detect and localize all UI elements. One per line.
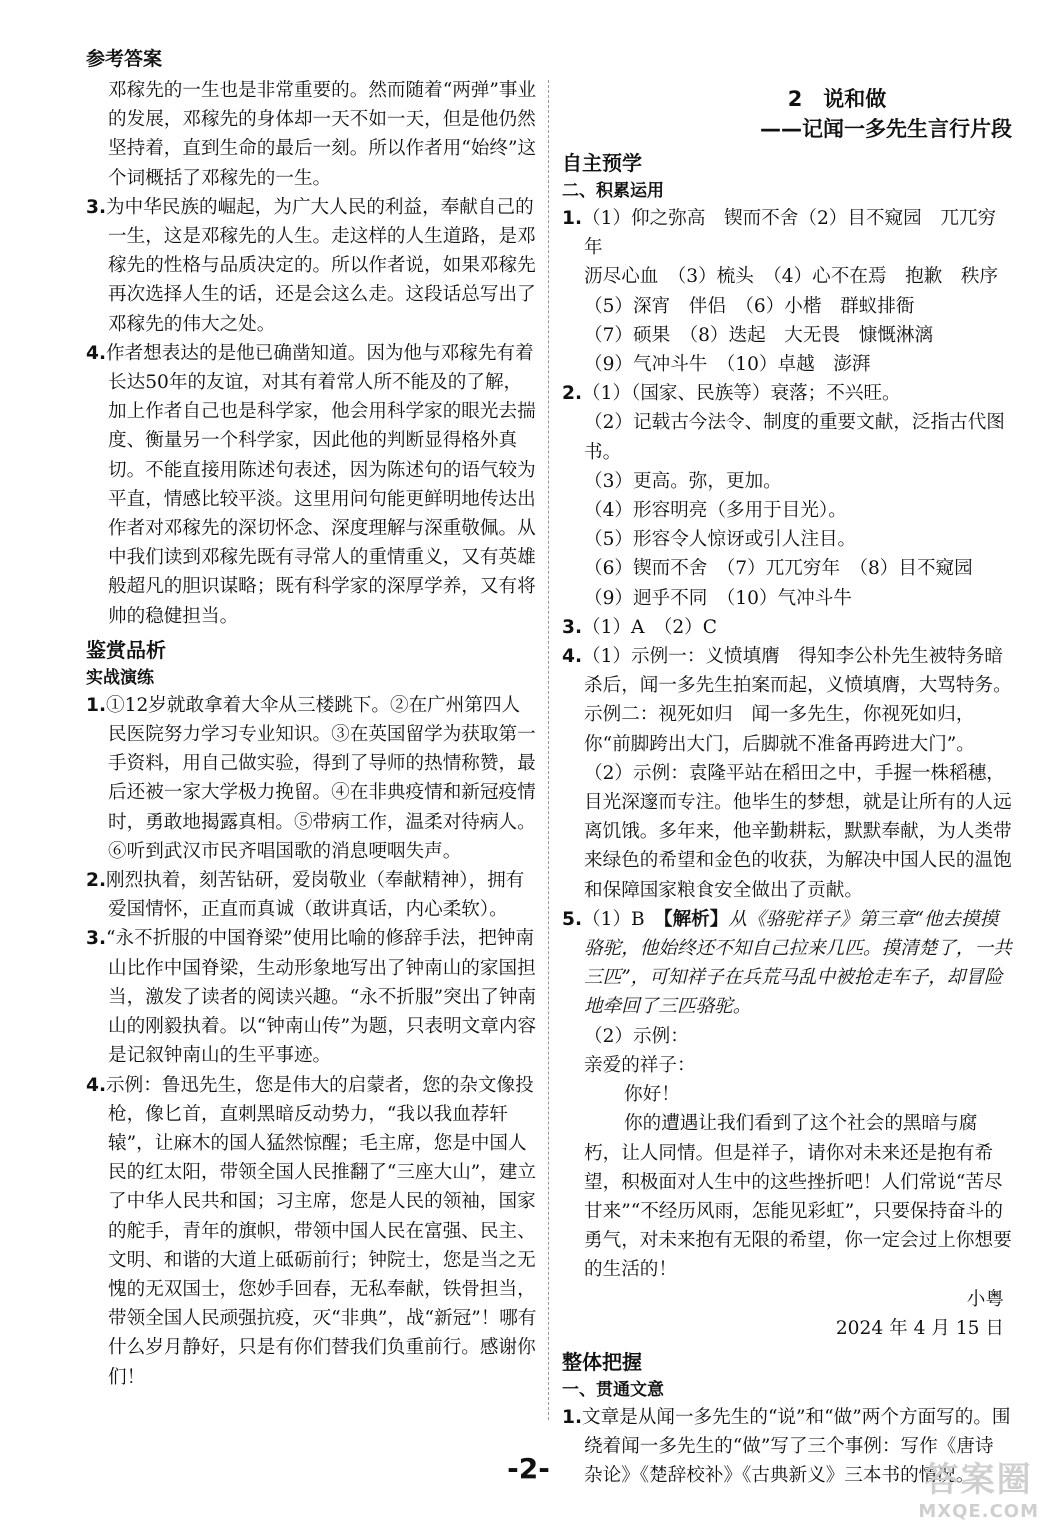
answer-number: 4. xyxy=(86,1074,107,1096)
letter-date: 2024 年 4 月 15 日 xyxy=(835,1317,1004,1339)
answer-number: 5. xyxy=(562,908,583,930)
answer-3 xyxy=(86,193,538,339)
answer-line: （2）记载古今法令、制度的重要文献，泛指古代图书。 xyxy=(584,412,1005,463)
answer-line: （9）气冲斗牛 （10）卓越 澎湃 xyxy=(584,354,871,376)
answer-number: 3. xyxy=(86,928,107,950)
page-number: -2- xyxy=(507,1452,550,1485)
answer-number: 1. xyxy=(562,1406,583,1428)
answer-text: ①12岁就敢拿着大伞从三楼跳下。②在广州第四人民医院努力学习专业知识。③在英国留学为获取第一手资料，用自己做实验，得到了导师的热情称赞，最后还被一家大学极力挽留。④在非典疫情和新冠疫情时，勇敢地揭露真相。⑤带病工作，温柔对待病人。⑥听到武汉市民齐唱国歌的消息哽咽失声。 xyxy=(106,694,536,862)
answer-line: 示例二：视死如归 闻一多先生，你视死如归，你“前脚跨出大门，后脚就不准备再跨进大门”。 xyxy=(584,704,975,755)
section-heading: 整体把握 xyxy=(562,1349,642,1374)
answer-text: 为中华民族的崛起，为广大人民的利益，奉献自己的一生，这是邓稼先的人生。走这样的人生道路，是邓稼先的性格与品质决定的。所以作者说，如果邓稼先再次选择人生的话，还是会这么走。这段话总写出了邓稼先的伟大之处。 xyxy=(106,196,536,335)
answer-number: 1. xyxy=(86,694,107,716)
page-header-title: 参考答案 xyxy=(86,48,163,70)
answer-text: 文章是从闻一多先生的“说”和“做”两个方面写的。围绕着闻一多先生的“做”写了三个事例：写作《唐诗杂论》《楚辞校补》《古典新义》三本书的情况。 xyxy=(582,1406,1011,1487)
lesson-subtitle: ——记闻一多先生言行片段 xyxy=(760,117,1012,141)
column-divider xyxy=(548,80,549,1420)
answer-line: （3）更高。弥，更加。 xyxy=(584,470,782,492)
letter-greeting: 你好！ xyxy=(624,1084,680,1106)
subsection-heading: 实战演练 xyxy=(86,667,154,688)
letter-body: 你的遭遇让我们看到了这个社会的黑暗与腐朽，让人同情。但是祥子，请你对未来还是抱有希望，积极面对人生中的这些挫折吧！人们常说“苦尽甘来”“不经历风雨，怎能见彩虹”，只要保持奋斗的勇气，对未来抱有无限的希望，你一定会过上你想要的生活的！ xyxy=(584,1113,1012,1281)
answer-number: 2. xyxy=(86,870,107,892)
answer-line: （5）深宵 伴侣 （6）小楷 群蚁排衙 xyxy=(584,295,915,317)
answer-line xyxy=(562,204,1012,262)
answer-number: 1. xyxy=(562,208,583,229)
answer-1 xyxy=(562,204,1012,379)
practice-answer-2 xyxy=(86,866,538,924)
answer-number: 4. xyxy=(86,342,107,364)
answer-number: 2. xyxy=(562,383,583,405)
answer-line: （6）锲而不舍 （7）兀兀穷年 （8）目不窥园 xyxy=(584,558,973,580)
subsection-heading: 一、贯通文意 xyxy=(562,1379,664,1400)
answer-4 xyxy=(562,642,1012,905)
answer-text: （1）A （2）C xyxy=(582,616,717,638)
answer-line: （7）硕果 （8）迭起 大无畏 慷慨淋漓 xyxy=(584,324,934,346)
lesson-title: 2 说和做 xyxy=(787,87,887,111)
answer-2 xyxy=(562,379,1012,613)
answer-text: （1）示例一：义愤填膺 得知李公朴先生被特务暗杀后，闻一多先生拍案而起，义愤填膺，大骂特务。 xyxy=(582,646,1012,697)
answer-line xyxy=(562,905,1012,1022)
right-column xyxy=(562,84,1012,1491)
answer-text: （1）仰之弥高 锲而不舍（2）目不窥园 兀兀穷年 xyxy=(582,208,997,259)
practice-answer-4 xyxy=(86,1071,538,1392)
answer-line xyxy=(562,642,1012,700)
watermark-logo xyxy=(918,1452,1039,1522)
answer-5 xyxy=(562,905,1012,1343)
answer-text: 刚烈执着，刻苦钻研，爱岗敬业（奉献精神），拥有爱国情怀，正直而真诚（敢讲真话，内心柔软）。 xyxy=(106,870,525,921)
answer-line: （2）示例： xyxy=(584,1025,689,1047)
answer-number: 3. xyxy=(562,616,583,638)
answer-text: 示例：鲁迅先生，您是伟大的启蒙者，您的杂文像投枪，像匕首，直刺黑暗反动势力，“我以我血荐轩辕”，让麻木的国人猛然惊醒；毛主席，您是中国人民的红太阳，带领全国人民推翻了“三座大山”，建立了中华人民共和国；习主席，您是人民的领袖，国家的舵手，青年的旗帜，带领中国人民在富强、民主、文明、和谐的大道上砥砺前行；钟院士，您是当之无愧的无双国士，您妙手回春，无私奉献，铁骨担当，带领全国人民顽强抗疫，灭“非典”，战“新冠”！哪有什么岁月静好，只是有你们替我们负重前行。感谢你们！ xyxy=(106,1074,537,1388)
answer-text: “永不折服的中国脊梁”使用比喻的修辞手法，把钟南山比作中国脊梁，生动形象地写出了钟南山的家国担当，激发了读者的阅读兴趣。“永不折服”突出了钟南山的刚毅执着。以“钟南山传”为题，只表明文章内容是记叙钟南山的生平事迹。 xyxy=(106,928,537,1067)
subsection-heading: 二、积累运用 xyxy=(562,181,664,201)
answer-line: （9）迥乎不同 （10）气冲斗牛 xyxy=(584,587,852,609)
intro-paragraph: 邓稼先的一生也是非常重要的。然而随着“两弹”事业的发展，邓稼先的身体却一天不如一天，但是他仍然坚持着，直到生命的最后一刻。所以作者用“始终”这个词概括了邓稼先的一生。 xyxy=(108,80,537,189)
answer-line: （2）示例：袁隆平站在稻田之中，手握一株稻穗，目光深邃而专注。他毕生的梦想，就是让所有的人远离饥饿。多年来，他辛勤耕耘，默默奉献，为人类带来绿色的希望和金色的收获，为解决中国人民的温饱和保障国家粮食安全做出了贡献。 xyxy=(584,762,1012,901)
answer-3 xyxy=(562,613,1012,642)
answer-4 xyxy=(86,339,538,631)
analysis-text: 从《骆驼祥子》第三章“他去摸摸骆驼，他始终还不知自己拉来几匹。摸清楚了，一共三匹”，可知祥子在兵荒马乱中被抢走车子，却冒险地牵回了三匹骆驼。 xyxy=(584,908,1012,1018)
left-column xyxy=(86,76,538,1392)
letter-salutation: 亲爱的祥子： xyxy=(584,1054,696,1076)
answer-line: （5）形容令人惊讶或引人注目。 xyxy=(584,529,857,551)
answer-number: 3. xyxy=(86,196,107,218)
answer-text: （1）（国家、民族等）衰落；不兴旺。 xyxy=(582,383,901,405)
section-heading: 自主预学 xyxy=(562,151,642,175)
watermark-text: 答案圈 xyxy=(924,1460,1033,1500)
watermark-url: MXQE.COM xyxy=(918,1501,1039,1522)
answer-text: 作者想表达的是他已确凿知道。因为他与邓稼先有着长达50年的友谊，对其有着常人所不能及的了解，加上作者自己也是科学家，他会用科学家的眼光去揣度、衡量另一个科学家，因此他的判断显得格外真切。不能直接用陈述句表述，因为陈述句的语气较为平直，情感比较平淡。这里用问句能更鲜明地传达出作者对邓稼先的深切怀念、深度理解与深重敬佩。从中我们读到邓稼先既有寻常人的重情重义，又有英雄般超凡的胆识谋略；既有科学家的深厚学养，又有将帅的稳健担当。 xyxy=(106,342,536,627)
practice-answer-1 xyxy=(86,691,538,866)
practice-answer-3 xyxy=(86,924,538,1070)
letter-signature: 小粤 xyxy=(966,1288,1004,1310)
answer-text: （1）B xyxy=(582,908,664,930)
answer-line xyxy=(562,379,1012,408)
answer-number: 4. xyxy=(562,646,583,668)
answer-line: 沥尽心血 （3）梳头 （4）心不在焉 抱歉 秩序 xyxy=(584,266,999,288)
section-heading: 鉴赏品析 xyxy=(86,637,166,662)
analysis-tag: 【解析】 xyxy=(663,908,729,930)
answer-line: （4）形容明亮（多用于目光）。 xyxy=(584,500,847,522)
